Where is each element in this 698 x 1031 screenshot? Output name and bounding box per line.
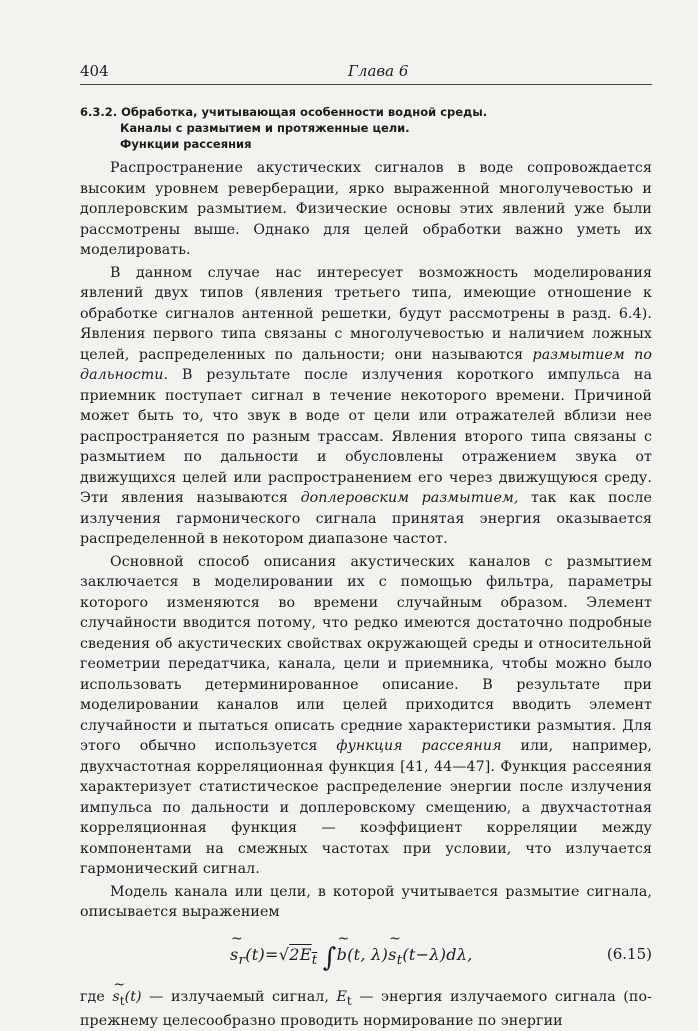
page bbox=[80, 62, 652, 1031]
kernel-symbol: ~ b bbox=[337, 945, 348, 964]
paragraph-2-text-b: . В результате после излучения короткого импульса на приемник поступает сигнал в течение некоторого времени. Причиной может быть то, что звук в воде от цели или отражателей вблизи нее распространяется по разным трассам. Явления второго типа связаны с размытием по дальности и обусловлены отражением звука от движущихся целей или распространением его через движущуюся среду. Эти явления называются bbox=[80, 367, 652, 506]
paragraph-2-text-c: так как после излучения гармонического сигнала принятая энергия оказывается распределенной в некотором диапазоне частот. bbox=[80, 490, 652, 547]
term-range-spread: размытием по дальности bbox=[80, 347, 652, 384]
equation-6-15 bbox=[80, 931, 652, 983]
equation-expression bbox=[230, 943, 473, 973]
page-header bbox=[80, 62, 652, 84]
energy-symbol: E bbox=[336, 989, 346, 1005]
radicand-text: 2E bbox=[289, 945, 311, 964]
lhs-argument: (t)= bbox=[245, 945, 279, 964]
paragraph-2 bbox=[80, 263, 652, 550]
header-rule bbox=[80, 84, 652, 85]
sqrt-sign: √ bbox=[279, 945, 290, 964]
paragraph-1: Распространение акустических сигналов в воде сопровождается высоким уровнем реверберации, ярко выраженной многолучевостью и доплеровским размытием. Физические основы этих явлений уже были рассмотрены выше. Однако для целей обработки важно уметь их моделировать. bbox=[80, 158, 652, 261]
paragraph-3 bbox=[80, 552, 652, 880]
radicand bbox=[289, 945, 317, 964]
radicand-subscript: t bbox=[312, 953, 318, 968]
paragraph-5 bbox=[80, 987, 652, 1031]
section-heading-line-1: 6.3.2. Обработка, учитывающая особенности водной среды. bbox=[80, 104, 652, 120]
paragraph-4: Модель канала или цели, в которой учитывается размытие сигнала, описывается выражением bbox=[80, 882, 652, 923]
page-number: 404 bbox=[80, 62, 109, 80]
emitted-signal-symbol: ~ s bbox=[112, 989, 119, 1005]
emitted-signal-argument: (t) bbox=[125, 989, 142, 1005]
lhs-symbol: ~ s bbox=[230, 945, 239, 964]
term-doppler-spread: доплеровским размытием, bbox=[301, 490, 519, 506]
lhs-subscript: r bbox=[239, 953, 246, 968]
paragraph-2-text-a: В данном случае нас интересует возможность моделирования явлений двух типов (явления третьего типа, имеющие отношение к обработке сигналов антенной решетки, будут рассмотрены в разд. 6.4). Явления первого типа связаны с многолучевостью и наличием ложных целей, распределенных по дальности; они называются bbox=[80, 265, 652, 363]
signal-arguments: (t−λ)dλ, bbox=[402, 945, 472, 964]
section-heading bbox=[80, 104, 652, 152]
signal-subscript: t bbox=[397, 953, 403, 968]
paragraph-3-text-b: или, например, двухчастотная корреляционная функция [41, 44—47]. Функция рассеяния характеризует статистическое распределение энергии после излучения импульса по дальности и доплеровскому смещению, а двухчастотная корреляционная функция — коэффициент корреляции между компонентами на смежных частотах при условии, что излучается гармонический сигнал. bbox=[80, 738, 652, 877]
kernel-arguments: (t, λ) bbox=[347, 945, 388, 964]
section-heading-line-2: Каналы с размытием и протяженные цели. bbox=[80, 120, 652, 136]
paragraph-5-text-b: — излучаемый сигнал, bbox=[142, 989, 337, 1005]
paragraph-3-text-a: Основной способ описания акустических каналов с размытием заключается в моделировании их с помощью фильтра, параметры которого изменяются во времени случайным образом. Элемент случайности вводится потому, что редко имеются достаточно подробные сведения об акустических свойствах окружающей среды и относительной геометрии передатчика, канала, цели и приемника, чтобы можно было использовать детерминированное описание. В результате при моделировании каналов или целей приходится вводить элемент случайности и пытаться описать средние характеристики размытия. Для этого обычно используется bbox=[80, 554, 652, 755]
section-heading-line-3: Функции рассеяния bbox=[80, 136, 652, 152]
paragraph-5-text-a: где bbox=[80, 989, 112, 1005]
equation-number: (6.15) bbox=[607, 945, 652, 963]
signal-symbol: ~ s bbox=[388, 945, 397, 964]
chapter-title: Глава 6 bbox=[348, 62, 408, 80]
paragraph-5-text-c: — энергия излучаемого сигнала (по-прежнему целесообразно проводить нормирование по энергии bbox=[80, 989, 652, 1029]
emitted-signal-subscript: t bbox=[120, 993, 125, 1007]
integral-sign: ∫ bbox=[323, 943, 337, 973]
term-scattering-function: функция рассеяния bbox=[336, 738, 501, 754]
energy-subscript: t bbox=[347, 993, 352, 1007]
